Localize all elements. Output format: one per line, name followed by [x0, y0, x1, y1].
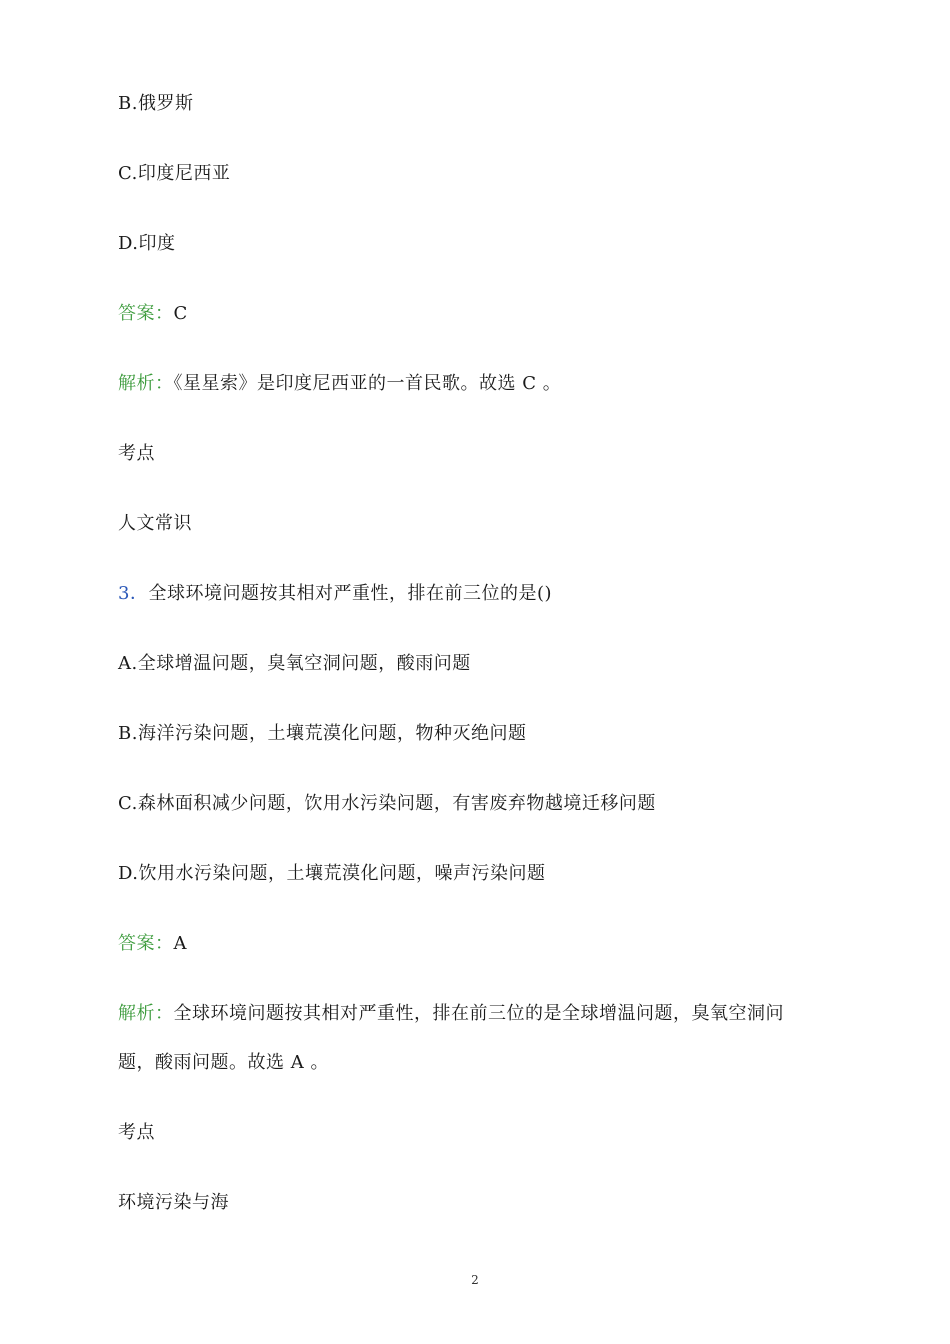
answer-label: 答案： [118, 303, 174, 324]
q3-option-a: A.全球增温问题，臭氧空洞问题，酸雨问题 [118, 653, 471, 674]
q3-option-c: C.森林面积减少问题，饮用水污染问题，有害废弃物越境迁移问题 [118, 793, 656, 814]
q2-option-c: C.印度尼西亚 [118, 163, 231, 184]
q3-analysis [118, 1002, 784, 1026]
q3-answer [118, 932, 187, 956]
q2-kaodian-value: 人文常识 [118, 513, 192, 534]
q3-option-d: D.饮用水污染问题，土壤荒漠化问题，噪声污染问题 [118, 863, 546, 884]
q3-question [118, 582, 552, 606]
analysis-text-line1: 全球环境问题按其相对严重性，排在前三位的是全球增温问题，臭氧空洞问 [173, 1003, 784, 1024]
q3-kaodian-value: 环境污染与海 [118, 1192, 229, 1213]
q2-option-d: D.印度 [118, 233, 176, 254]
analysis-label: 解析： [118, 373, 174, 394]
answer-value: A [173, 933, 187, 954]
question-number: 3． [118, 583, 149, 604]
question-text: 全球环境问题按其相对严重性，排在前三位的是() [148, 583, 552, 604]
analysis-text: 《星星索》是印度尼西亚的一首民歌。故选 C 。 [173, 373, 562, 394]
page-number: 2 [471, 1273, 479, 1287]
q2-analysis [118, 372, 561, 396]
answer-value: C [173, 303, 188, 324]
q3-analysis-line2: 题，酸雨问题。故选 A 。 [118, 1052, 329, 1073]
answer-label: 答案： [118, 933, 174, 954]
analysis-label: 解析： [118, 1003, 174, 1024]
q2-option-b: B.俄罗斯 [118, 93, 194, 114]
q2-kaodian-label: 考点 [118, 443, 155, 464]
q3-option-b: B.海洋污染问题，土壤荒漠化问题，物种灭绝问题 [118, 723, 527, 744]
q3-kaodian-label: 考点 [118, 1122, 155, 1143]
q2-answer [118, 302, 188, 326]
